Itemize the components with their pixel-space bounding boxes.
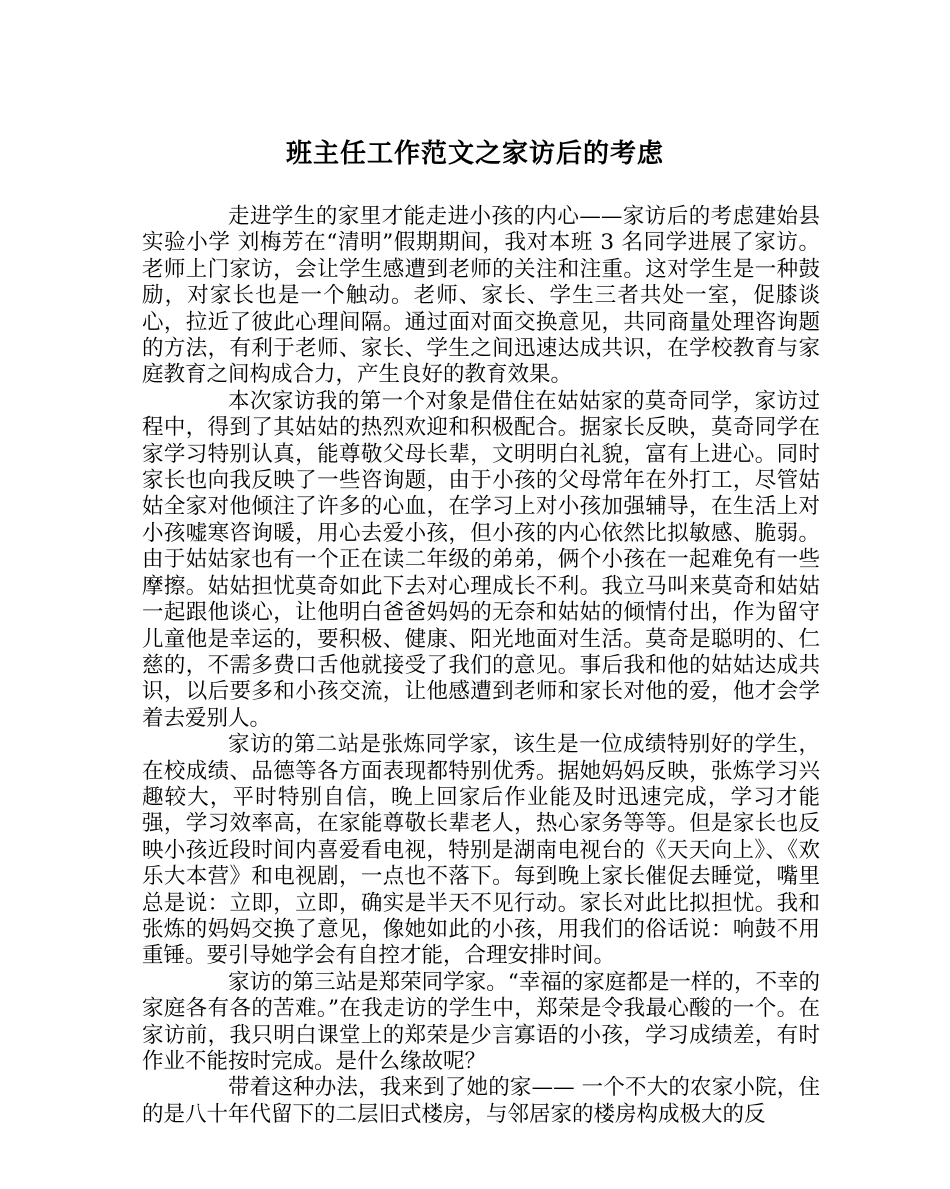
paragraph-1: 走进学生的家里才能走进小孩的内心——家访后的考虑建始县实验小学 刘梅芳在“清明”假期期间，我对本班 3 名同学进展了家访。老师上门家访，会让学生感遭到老师的关注和注重。这对学生是一种鼓励，对家长也是一个触动。老师、家长、学生三者共处一室，促膝谈心，拉近了彼此心理间隔。通过面对面交换意见，共同商量处理咨询题的方法，有利于老师、家长、学生之间迅速达成共识，在学校教育与家庭教育之间构成合力，产生良好的教育效果。 [142, 204, 820, 388]
paragraph-5: 带着这种办法，我来到了她的家—— 一个不大的农家小院，住的是八十年代留下的二层旧式楼房，与邻居家的楼房构成极大的反 [142, 1075, 820, 1127]
paragraph-4: 家访的第三站是郑荣同学家。“幸福的家庭都是一样的，不幸的家庭各有各的苦难。”在我走访的学生中，郑荣是令我最心酸的一个。在家访前，我只明白课堂上的郑荣是少言寡语的小孩，学习成绩差，有时作业不能按时完成。是什么缘故呢？ [142, 969, 820, 1074]
paragraph-2: 本次家访我的第一个对象是借住在姑姑家的莫奇同学，家访过程中，得到了其姑姑的热烈欢迎和积极配合。据家长反映，莫奇同学在家学习特别认真，能尊敬父母长辈，文明明白礼貌，富有上进心。同时家长也向我反映了一些咨询题，由于小孩的父母常年在外打工，尽管姑姑全家对他倾注了许多的心血，在学习上对小孩加强辅导，在生活上对小孩嘘寒咨询暖，用心去爱小孩，但小孩的内心依然比拟敏感、脆弱。由于姑姑家也有一个正在读二年级的弟弟，俩个小孩在一起难免有一些摩擦。姑姑担忧莫奇如此下去对心理成长不利。我立马叫来莫奇和姑姑一起跟他谈心，让他明白爸爸妈妈的无奈和姑姑的倾情付出，作为留守儿童他是幸运的，要积极、健康、阳光地面对生活。莫奇是聪明的、仁慈的，不需多费口舌他就接受了我们的意见。事后我和他的姑姑达成共识，以后要多和小孩交流，让他感遭到老师和家长对他的爱，他才会学着去爱别人。 [142, 388, 820, 731]
document-title: 班主任工作范文之家访后的考虑 [285, 139, 664, 169]
document-body [142, 204, 820, 1128]
paragraph-3: 家访的第二站是张炼同学家，该生是一位成绩特别好的学生，在校成绩、品德等各方面表现都特别优秀。据她妈妈反映，张炼学习兴趣较大，平时特别自信，晚上回家后作业能及时迅速完成，学习才能强，学习效率高，在家能尊敬长辈老人，热心家务等等。但是家长也反映小孩近段时间内喜爱看电视，特别是湖南电视台的《天天向上》、《欢乐大本营》和电视剧，一点也不落下。每到晚上家长催促去睡觉，嘴里总是说：立即，立即，确实是半天不见行动。家长对此比拟担忧。我和张炼的妈妈交换了意见，像她如此的小孩，用我们的俗话说：响鼓不用重锤。要引导她学会有自控才能，合理安排时间。 [142, 732, 820, 969]
